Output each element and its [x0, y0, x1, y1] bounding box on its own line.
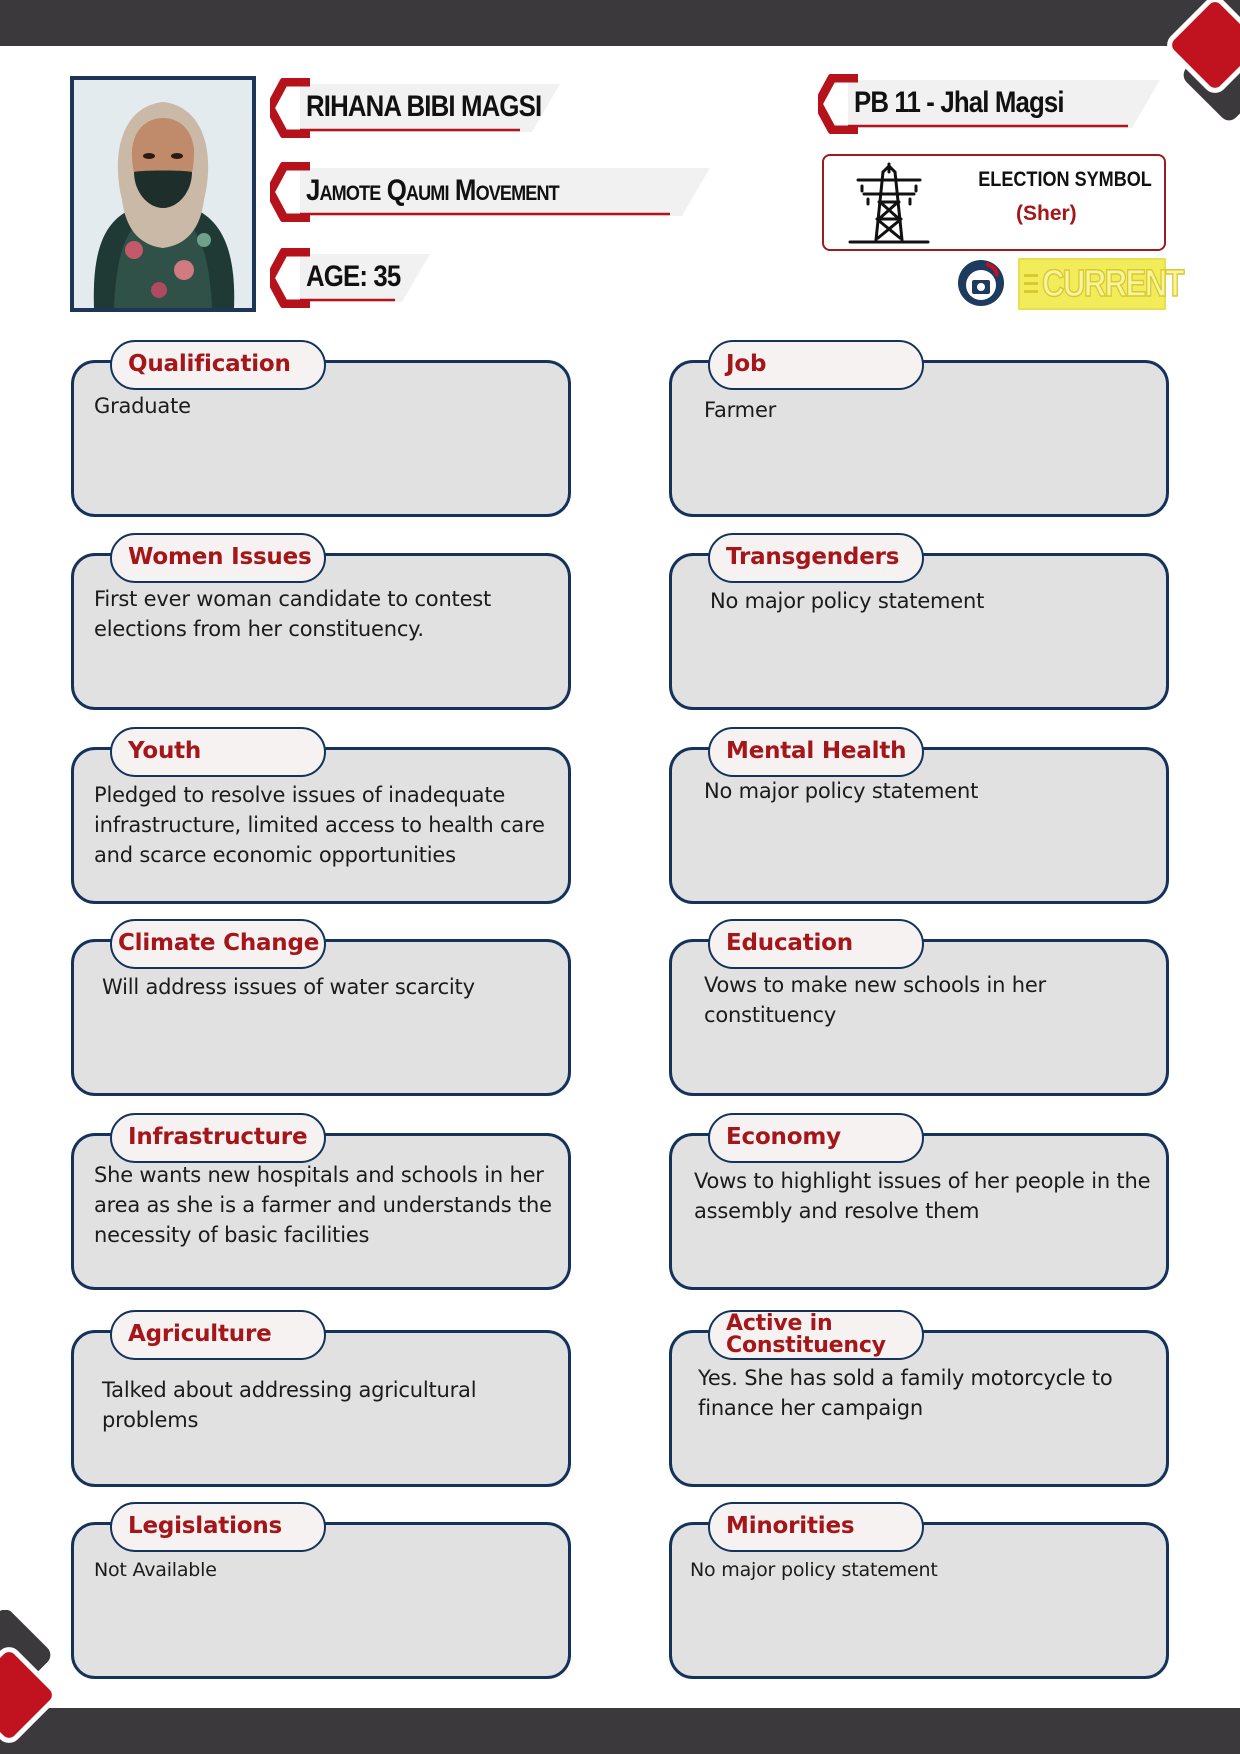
party-tag — [270, 162, 710, 222]
card-title: Qualification — [128, 351, 291, 377]
current-logo-text: CURRENT — [1042, 263, 1183, 305]
card-text: Vows to highlight issues of her people in the assembly and resolve them — [694, 1169, 1151, 1223]
bottom-band — [0, 1708, 1240, 1754]
election-symbol-label: ELECTION SYMBOL — [978, 168, 1152, 191]
current-logo — [1018, 258, 1183, 310]
card-title: Mental Health — [726, 738, 907, 764]
card-title: Women Issues — [128, 544, 312, 570]
card-climate-change — [71, 930, 571, 1096]
card-text: Yes. She has sold a family motorcycle to finance her campaign — [698, 1366, 1113, 1420]
card-text: First ever woman candidate to contest elections from her constituency. — [94, 587, 492, 641]
card-text: Graduate — [94, 394, 191, 418]
card-text: No major policy statement — [710, 589, 985, 613]
transmission-tower-icon — [846, 162, 932, 246]
corner-diamond-top-right — [1150, 0, 1240, 140]
card-women-issues — [71, 544, 571, 710]
card-transgenders — [669, 544, 1169, 710]
card-job — [669, 351, 1169, 517]
card-active-in-constituency — [669, 1311, 1169, 1487]
election-symbol-name: (Sher) — [1016, 202, 1077, 225]
card-text: Will address issues of water scarcity — [102, 975, 475, 999]
card-title: Job — [726, 351, 767, 377]
card-minorities — [669, 1513, 1169, 1679]
card-agriculture — [71, 1321, 571, 1487]
card-text: No major policy statement — [690, 1559, 938, 1581]
card-infrastructure — [71, 1124, 571, 1290]
card-title: Economy — [726, 1124, 841, 1150]
card-title: Transgenders — [726, 544, 900, 570]
constituency: PB 11 - Jhal Magsi — [854, 86, 1064, 119]
card-youth — [71, 738, 571, 904]
candidate-name-tag — [270, 78, 560, 138]
publisher-emblem-logo — [956, 258, 1006, 308]
top-band — [0, 0, 1240, 46]
card-text: Vows to make new schools in her constituency — [704, 973, 1046, 1027]
card-title: Youth — [128, 738, 202, 764]
corner-diamond-bottom-left — [0, 1610, 80, 1754]
card-title: Climate Change — [118, 930, 320, 956]
card-text: Pledged to resolve issues of inadequate infrastructure, limited access to health care and scarce economic opportunities — [94, 783, 545, 867]
election-symbol-box — [822, 154, 1166, 251]
age-tag — [270, 248, 430, 308]
card-title: Minorities — [726, 1513, 855, 1539]
card-text: Talked about addressing agricultural problems — [102, 1378, 477, 1432]
card-text: Farmer — [704, 398, 777, 422]
card-education — [669, 930, 1169, 1096]
card-economy — [669, 1124, 1169, 1290]
card-text: She wants new hospitals and schools in her area as she is a farmer and understands the necessity of basic facilities — [94, 1163, 552, 1247]
party-name: Jamote Qaumi Movement — [306, 174, 559, 207]
candidate-photo — [70, 76, 256, 312]
candidate-name: RIHANA BIBI MAGSI — [306, 90, 542, 123]
card-qualification — [71, 351, 571, 517]
card-title: Legislations — [128, 1513, 283, 1539]
card-text: No major policy statement — [704, 779, 979, 803]
card-legislations — [71, 1513, 571, 1679]
card-title: Active in Constituency — [726, 1311, 886, 1358]
card-title: Education — [726, 930, 853, 956]
card-text: Not Available — [94, 1559, 217, 1581]
card-mental-health — [669, 738, 1169, 904]
constituency-tag — [818, 74, 1160, 134]
card-title: Agriculture — [128, 1321, 272, 1347]
candidate-age: AGE: 35 — [306, 260, 401, 293]
card-title: Infrastructure — [128, 1124, 308, 1150]
